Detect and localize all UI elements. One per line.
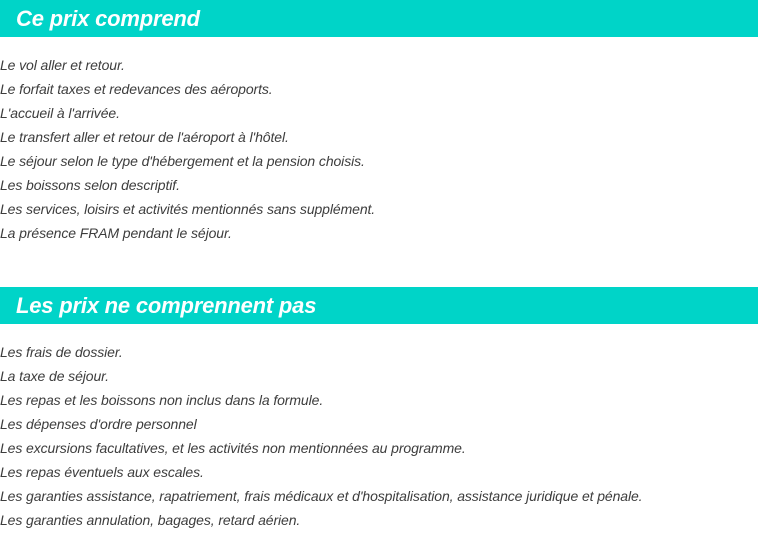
list-item: Les frais de dossier. — [0, 344, 123, 360]
list-item: Les garanties annulation, bagages, retard aérien. — [0, 512, 301, 528]
list-item: Les boissons selon descriptif. — [0, 177, 180, 193]
list-item: Le vol aller et retour. — [0, 57, 125, 73]
price-excludes-header — [0, 287, 758, 324]
list-item: Les garanties assistance, rapatriement, frais médicaux et d'hospitalisation, assistance juridique et pénale. — [0, 488, 643, 504]
price-excludes-section — [0, 287, 758, 532]
price-excludes-title: Les prix ne comprennent pas — [16, 292, 317, 318]
list-item: Les services, loisirs et activités mentionnés sans supplément. — [0, 201, 376, 217]
price-includes-section — [0, 0, 758, 245]
price-includes-title: Ce prix comprend — [16, 5, 200, 31]
list-item: Les repas et les boissons non inclus dans la formule. — [0, 392, 324, 408]
list-item: La présence FRAM pendant le séjour. — [0, 225, 232, 241]
list-item: Les excursions facultatives, et les activités non mentionnées au programme. — [0, 440, 466, 456]
list-item: Le forfait taxes et redevances des aéroports. — [0, 81, 273, 97]
list-item: L'accueil à l'arrivée. — [0, 105, 120, 121]
price-excludes-list — [0, 340, 758, 532]
list-item: La taxe de séjour. — [0, 368, 109, 384]
list-item: Les repas éventuels aux escales. — [0, 464, 204, 480]
price-includes-header — [0, 0, 758, 37]
list-item: Le transfert aller et retour de l'aéroport à l'hôtel. — [0, 129, 289, 145]
price-includes-list — [0, 53, 758, 245]
list-item: Les dépenses d'ordre personnel — [0, 416, 197, 432]
list-item: Le séjour selon le type d'hébergement et la pension choisis. — [0, 153, 365, 169]
